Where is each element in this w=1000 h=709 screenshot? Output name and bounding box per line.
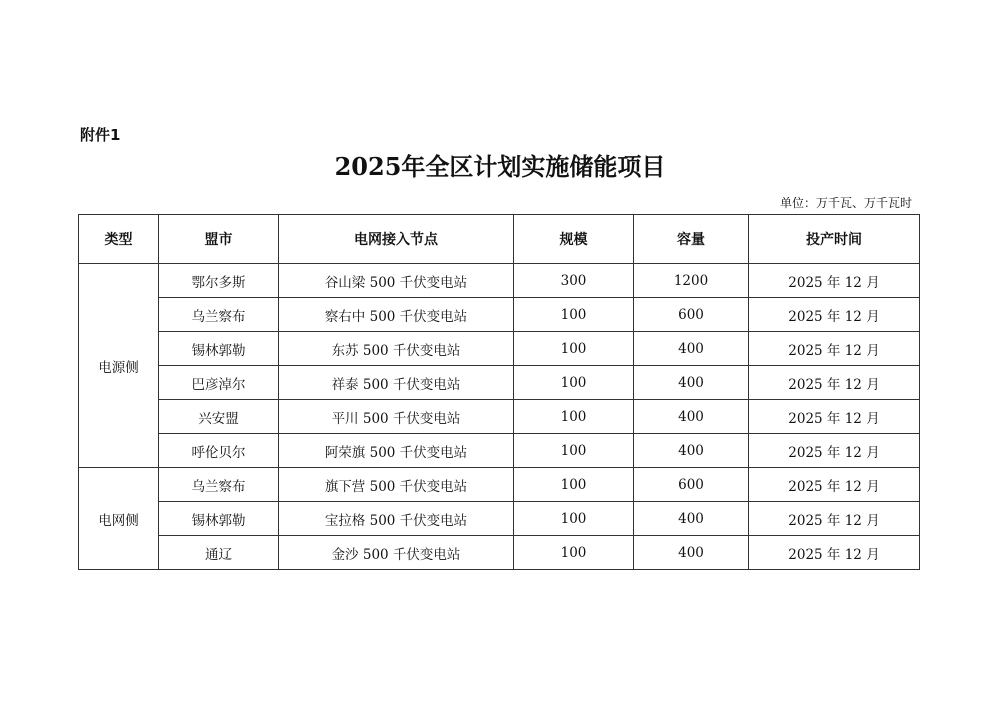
grid-node-cell: 察右中 500 千伏变电站 <box>279 298 514 332</box>
capacity-cell: 400 <box>634 400 749 434</box>
commissioning-cell: 2025 年 12 月 <box>749 366 920 400</box>
commissioning-cell: 2025 年 12 月 <box>749 434 920 468</box>
grid-node-cell: 谷山梁 500 千伏变电站 <box>279 264 514 298</box>
city-cell: 锡林郭勒 <box>159 502 279 536</box>
scale-cell: 100 <box>514 502 634 536</box>
commissioning-cell: 2025 年 12 月 <box>749 468 920 502</box>
city-cell: 乌兰察布 <box>159 468 279 502</box>
header-commissioning-time: 投产时间 <box>749 215 920 264</box>
table-row <box>79 298 920 332</box>
capacity-cell: 1200 <box>634 264 749 298</box>
commissioning-cell: 2025 年 12 月 <box>749 332 920 366</box>
capacity-cell: 400 <box>634 332 749 366</box>
grid-node-cell: 祥泰 500 千伏变电站 <box>279 366 514 400</box>
commissioning-cell: 2025 年 12 月 <box>749 536 920 570</box>
commissioning-cell: 2025 年 12 月 <box>749 502 920 536</box>
unit-note: 单位：万千瓦、万千瓦时 <box>779 196 912 210</box>
city-cell: 兴安盟 <box>159 400 279 434</box>
capacity-cell: 400 <box>634 502 749 536</box>
table-row <box>79 536 920 570</box>
grid-node-cell: 阿荣旗 500 千伏变电站 <box>279 434 514 468</box>
city-cell: 呼伦贝尔 <box>159 434 279 468</box>
capacity-cell: 400 <box>634 536 749 570</box>
commissioning-cell: 2025 年 12 月 <box>749 298 920 332</box>
scale-cell: 300 <box>514 264 634 298</box>
table-row <box>79 434 920 468</box>
city-cell: 通辽 <box>159 536 279 570</box>
grid-node-cell: 平川 500 千伏变电站 <box>279 400 514 434</box>
scale-cell: 100 <box>514 434 634 468</box>
group-type-cell: 电网侧 <box>79 468 159 570</box>
scale-cell: 100 <box>514 400 634 434</box>
header-capacity: 容量 <box>634 215 749 264</box>
table-row <box>79 264 920 298</box>
header-city: 盟市 <box>159 215 279 264</box>
table-row <box>79 366 920 400</box>
header-scale: 规模 <box>514 215 634 264</box>
header-type: 类型 <box>79 215 159 264</box>
document-title: 2025年全区计划实施储能项目 <box>334 152 666 181</box>
header-grid-node: 电网接入节点 <box>279 215 514 264</box>
capacity-cell: 600 <box>634 298 749 332</box>
table-header-row <box>79 215 920 264</box>
capacity-cell: 400 <box>634 366 749 400</box>
scale-cell: 100 <box>514 366 634 400</box>
table-row <box>79 332 920 366</box>
city-cell: 锡林郭勒 <box>159 332 279 366</box>
capacity-cell: 400 <box>634 434 749 468</box>
scale-cell: 100 <box>514 332 634 366</box>
commissioning-cell: 2025 年 12 月 <box>749 264 920 298</box>
projects-table <box>78 214 920 570</box>
grid-node-cell: 旗下营 500 千伏变电站 <box>279 468 514 502</box>
grid-node-cell: 宝拉格 500 千伏变电站 <box>279 502 514 536</box>
table-row <box>79 502 920 536</box>
capacity-cell: 600 <box>634 468 749 502</box>
grid-node-cell: 东苏 500 千伏变电站 <box>279 332 514 366</box>
table-row <box>79 468 920 502</box>
commissioning-cell: 2025 年 12 月 <box>749 400 920 434</box>
city-cell: 巴彦淖尔 <box>159 366 279 400</box>
scale-cell: 100 <box>514 468 634 502</box>
grid-node-cell: 金沙 500 千伏变电站 <box>279 536 514 570</box>
attachment-label: 附件1 <box>80 126 121 144</box>
city-cell: 鄂尔多斯 <box>159 264 279 298</box>
group-type-cell: 电源侧 <box>79 264 159 468</box>
city-cell: 乌兰察布 <box>159 298 279 332</box>
scale-cell: 100 <box>514 536 634 570</box>
table-row <box>79 400 920 434</box>
scale-cell: 100 <box>514 298 634 332</box>
